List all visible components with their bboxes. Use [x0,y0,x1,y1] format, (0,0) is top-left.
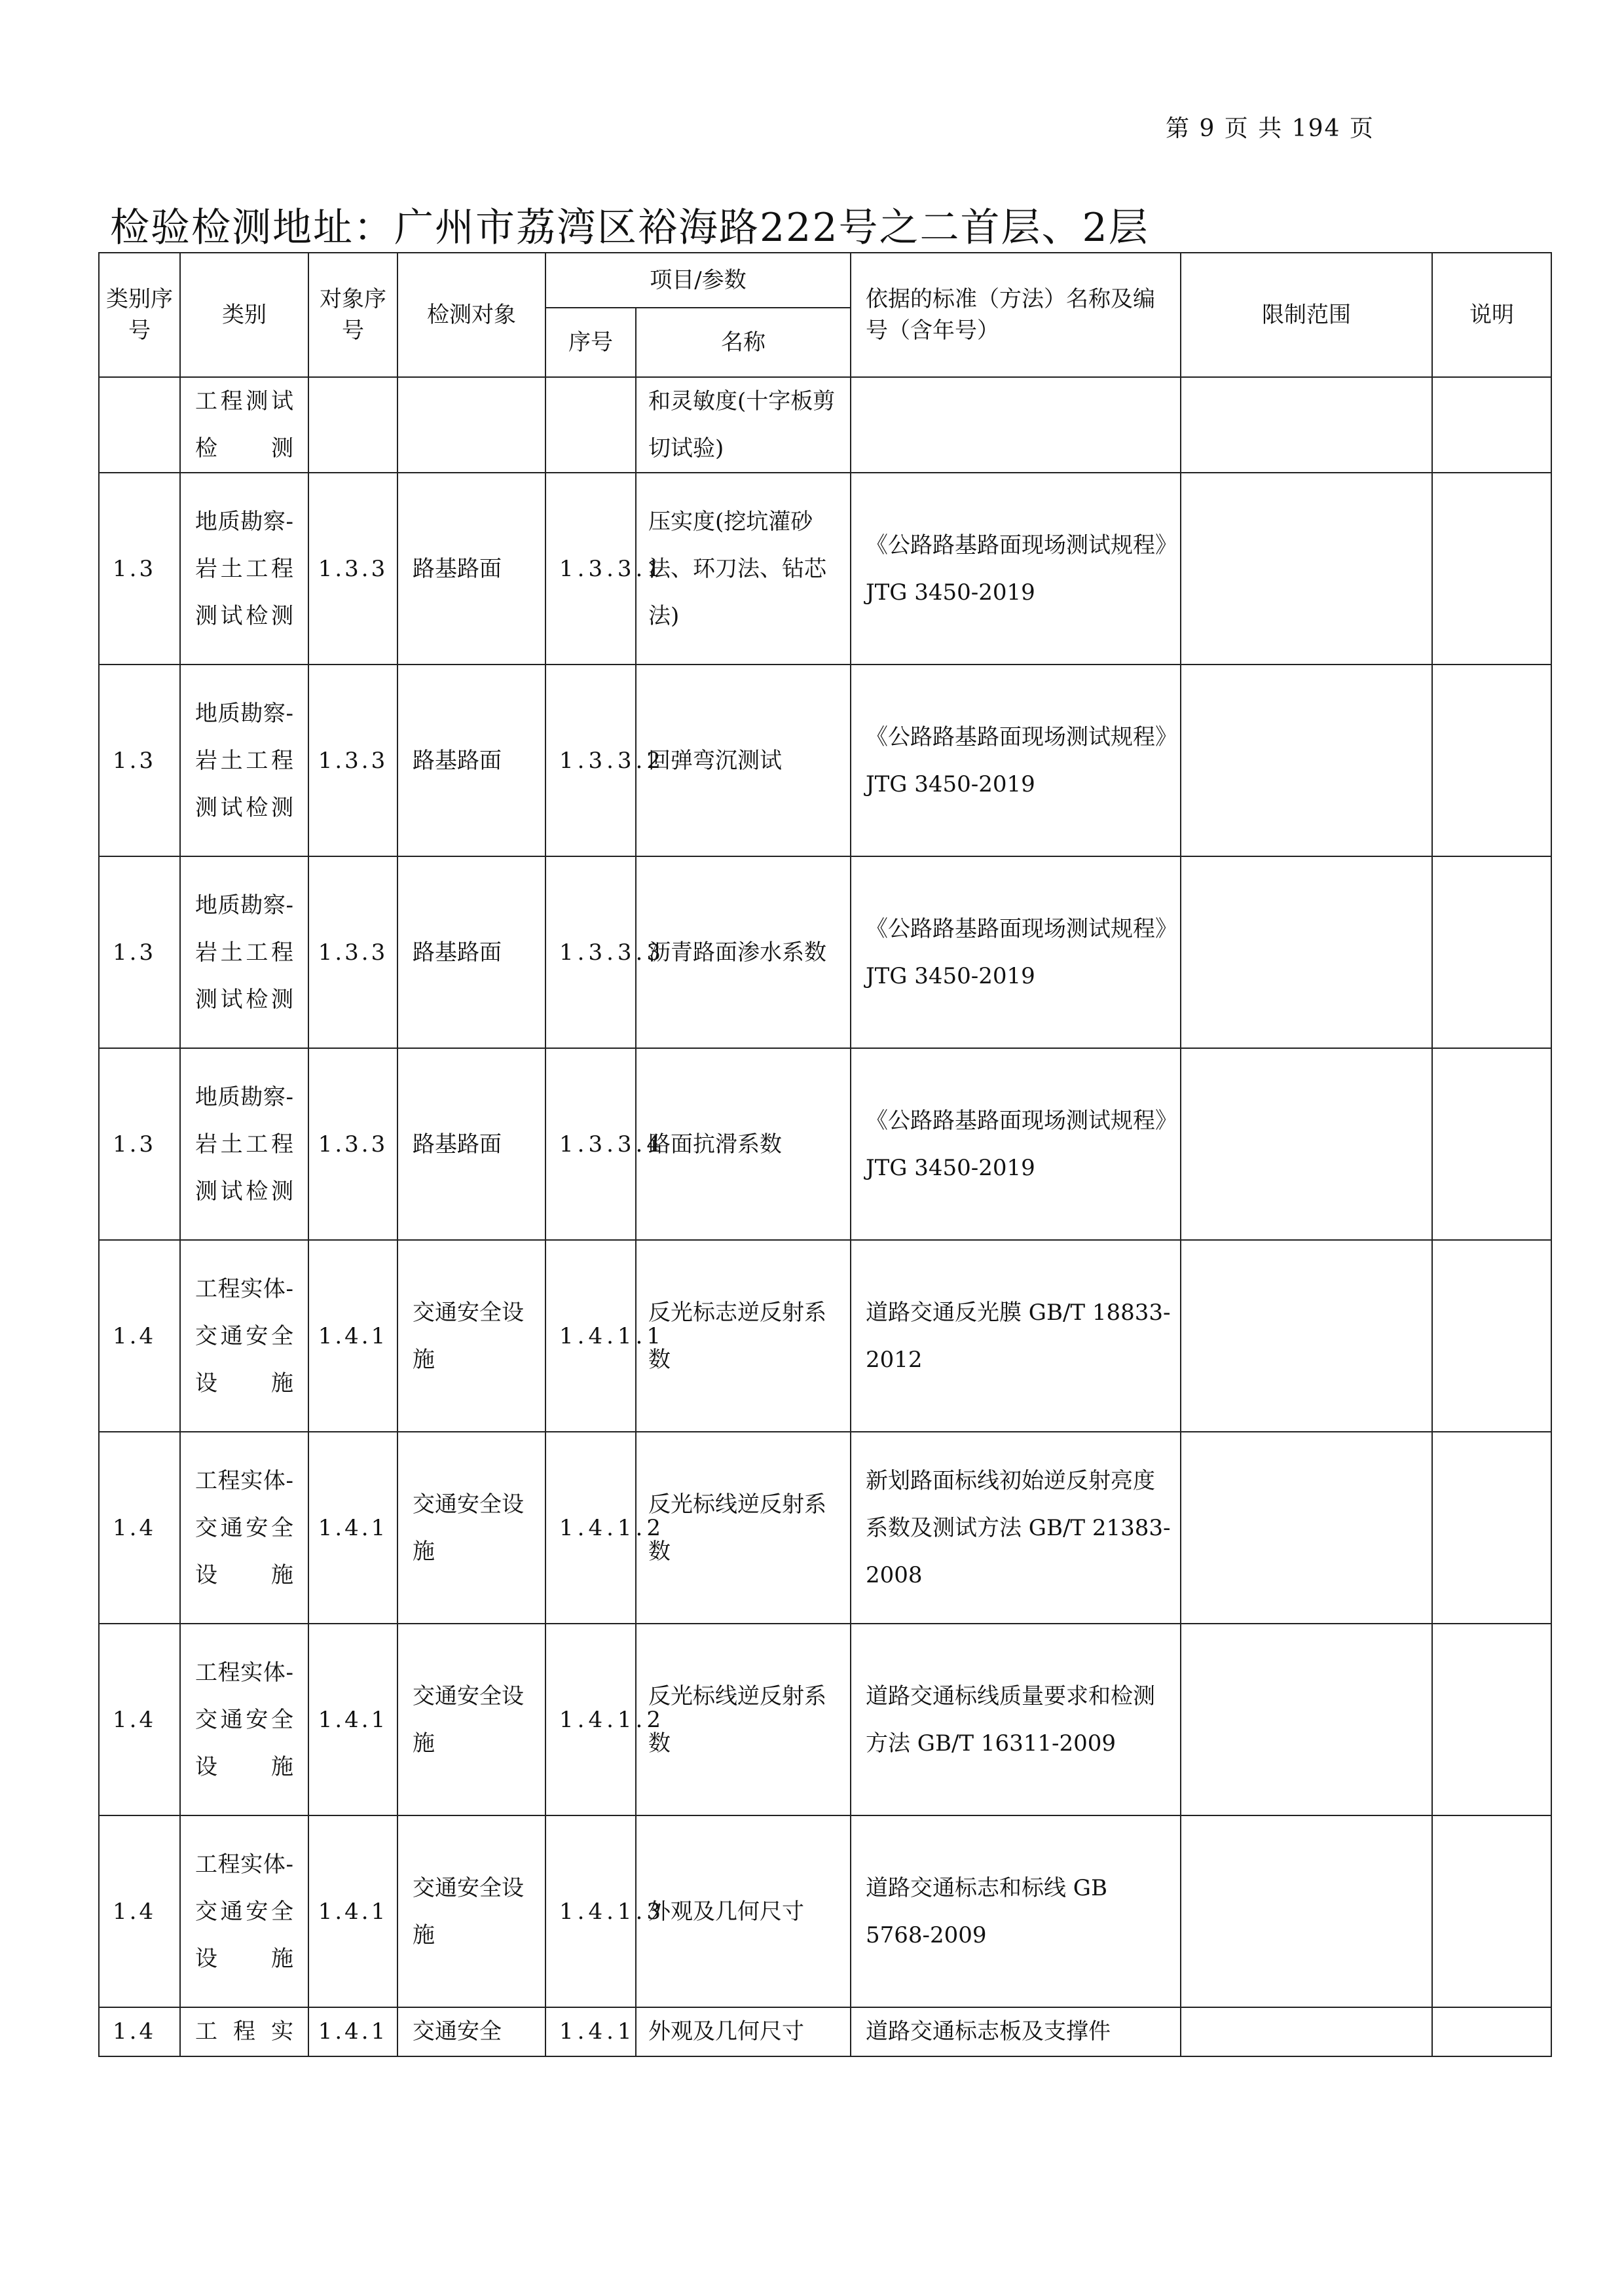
cell-item-name: 反光标线逆反射系数 [636,1432,851,1624]
cell-note [1432,1815,1551,2007]
cell-note [1432,1240,1551,1432]
header-item-seq: 序号 [545,308,636,377]
cell-note [1432,856,1551,1048]
test-address-heading: 检验检测地址：广州市荔湾区裕海路222号之二首层、2层 [110,205,1149,251]
cell-cat-seq: 1.4 [99,2007,180,2056]
cell-item-name: 和灵敏度(十字板剪切试验) [636,377,851,473]
cell-cat-seq: 1.4 [99,1624,180,1815]
cell-cat-seq [99,377,180,473]
table-row [99,1240,1551,1432]
cell-category: 地质勘察-岩土工程测试检测 [180,856,308,1048]
cell-standard: 《公路路基路面现场测试规程》JTG 3450-2019 [851,856,1181,1048]
cell-cat-seq: 1.4 [99,1432,180,1624]
table-row [99,1624,1551,1815]
cell-limit [1181,1240,1432,1432]
cell-item-seq: 1.3.3.3 [545,856,636,1048]
cell-object: 交通安全设施 [397,1624,545,1815]
cell-standard: 道路交通反光膜 GB/T 18833-2012 [851,1240,1181,1432]
cell-obj-seq: 1.4.1 [308,1815,397,2007]
cell-item-seq: 1.4.1.1 [545,1240,636,1432]
cell-item-name: 路面抗滑系数 [636,1048,851,1240]
table-row [99,856,1551,1048]
cell-object: 路基路面 [397,473,545,665]
cell-standard: 道路交通标线质量要求和检测方法 GB/T 16311-2009 [851,1624,1181,1815]
cell-cat-seq: 1.3 [99,1048,180,1240]
cell-limit [1181,2007,1432,2056]
header-object: 检测对象 [397,253,545,377]
cell-item-seq: 1.4.1.2 [545,1624,636,1815]
header-limit: 限制范围 [1181,253,1432,377]
cell-object: 交通安全设施 [397,1240,545,1432]
table-row [99,1048,1551,1240]
cell-cat-seq: 1.4 [99,1815,180,2007]
cell-limit [1181,473,1432,665]
cell-item-seq [545,377,636,473]
cell-note [1432,2007,1551,2056]
header-cat-seq: 类别序号 [99,253,180,377]
cell-object: 路基路面 [397,1048,545,1240]
cell-limit [1181,1624,1432,1815]
cell-item-name: 外观及几何尺寸 [636,1815,851,2007]
header-standard: 依据的标准（方法）名称及编号（含年号） [851,253,1181,377]
cell-standard: 道路交通标志板及支撑件 [851,2007,1181,2056]
cell-object: 交通安全设施 [397,1815,545,2007]
cell-item-seq: 1.4.1.2 [545,1432,636,1624]
table-row [99,1815,1551,2007]
cell-standard: 《公路路基路面现场测试规程》JTG 3450-2019 [851,473,1181,665]
page-number: 第 9 页 共 194 页 [1166,115,1375,142]
cell-note [1432,473,1551,665]
scope-table [98,252,1552,2057]
cell-item-name: 反光标志逆反射系数 [636,1240,851,1432]
cell-obj-seq [308,377,397,473]
cell-object: 交通安全设施 [397,1432,545,1624]
cell-category: 工程实体-交通安全设施 [180,1815,308,2007]
cell-cat-seq: 1.3 [99,856,180,1048]
cell-limit [1181,377,1432,473]
cell-obj-seq: 1.4.1 [308,1240,397,1432]
cell-item-seq: 1.3.3.1 [545,473,636,665]
cell-standard: 《公路路基路面现场测试规程》JTG 3450-2019 [851,665,1181,856]
table-row [99,473,1551,665]
cell-limit [1181,856,1432,1048]
cell-item-name: 沥青路面渗水系数 [636,856,851,1048]
header-category: 类别 [180,253,308,377]
cell-category: 工程实体-交通安全设施 [180,1432,308,1624]
cell-item-name: 回弹弯沉测试 [636,665,851,856]
cell-object: 路基路面 [397,665,545,856]
cell-limit [1181,1432,1432,1624]
cell-item-seq: 1.3.3.2 [545,665,636,856]
cell-category: 工程实体-交通安全设施 [180,1240,308,1432]
cell-standard: 新划路面标线初始逆反射亮度系数及测试方法 GB/T 21383-2008 [851,1432,1181,1624]
cell-category: 地质勘察-岩土工程测试检测 [180,665,308,856]
cell-obj-seq: 1.3.3 [308,473,397,665]
cell-limit [1181,1048,1432,1240]
cell-cat-seq: 1.3 [99,665,180,856]
cell-limit [1181,665,1432,856]
cell-category: 地质勘察-岩土工程测试检测 [180,1048,308,1240]
cell-item-seq: 1.4.1 [545,2007,636,2056]
cell-note [1432,1432,1551,1624]
cell-object [397,377,545,473]
cell-note [1432,665,1551,856]
cell-category: 工程实 [180,2007,308,2056]
cell-obj-seq: 1.4.1 [308,2007,397,2056]
cell-item-name: 压实度(挖坑灌砂法、环刀法、钻芯法) [636,473,851,665]
header-obj-seq: 对象序号 [308,253,397,377]
cell-item-seq: 1.3.3.4 [545,1048,636,1240]
cell-cat-seq: 1.3 [99,473,180,665]
table-row [99,1432,1551,1624]
cell-category: 工程实体-交通安全设施 [180,1624,308,1815]
header-item-name: 名称 [636,308,851,377]
cell-standard: 道路交通标志和标线 GB 5768-2009 [851,1815,1181,2007]
cell-obj-seq: 1.4.1 [308,1624,397,1815]
cell-category: 地质勘察-岩土工程测试检测 [180,473,308,665]
cell-obj-seq: 1.3.3 [308,665,397,856]
cell-item-seq: 1.4.1.3 [545,1815,636,2007]
header-note: 说明 [1432,253,1551,377]
table-row-continuation [99,377,1551,473]
cell-note [1432,377,1551,473]
cell-item-name: 外观及几何尺寸 [636,2007,851,2056]
cell-standard [851,377,1181,473]
header-item-param: 项目/参数 [545,253,851,308]
cell-note [1432,1048,1551,1240]
cell-object: 交通安全 [397,2007,545,2056]
table-row [99,665,1551,856]
table-row-last [99,2007,1551,2056]
cell-category: 工程测试检测 [180,377,308,473]
cell-obj-seq: 1.4.1 [308,1432,397,1624]
cell-obj-seq: 1.3.3 [308,856,397,1048]
cell-note [1432,1624,1551,1815]
cell-standard: 《公路路基路面现场测试规程》JTG 3450-2019 [851,1048,1181,1240]
cell-item-name: 反光标线逆反射系数 [636,1624,851,1815]
cell-obj-seq: 1.3.3 [308,1048,397,1240]
cell-limit [1181,1815,1432,2007]
cell-object: 路基路面 [397,856,545,1048]
cell-cat-seq: 1.4 [99,1240,180,1432]
